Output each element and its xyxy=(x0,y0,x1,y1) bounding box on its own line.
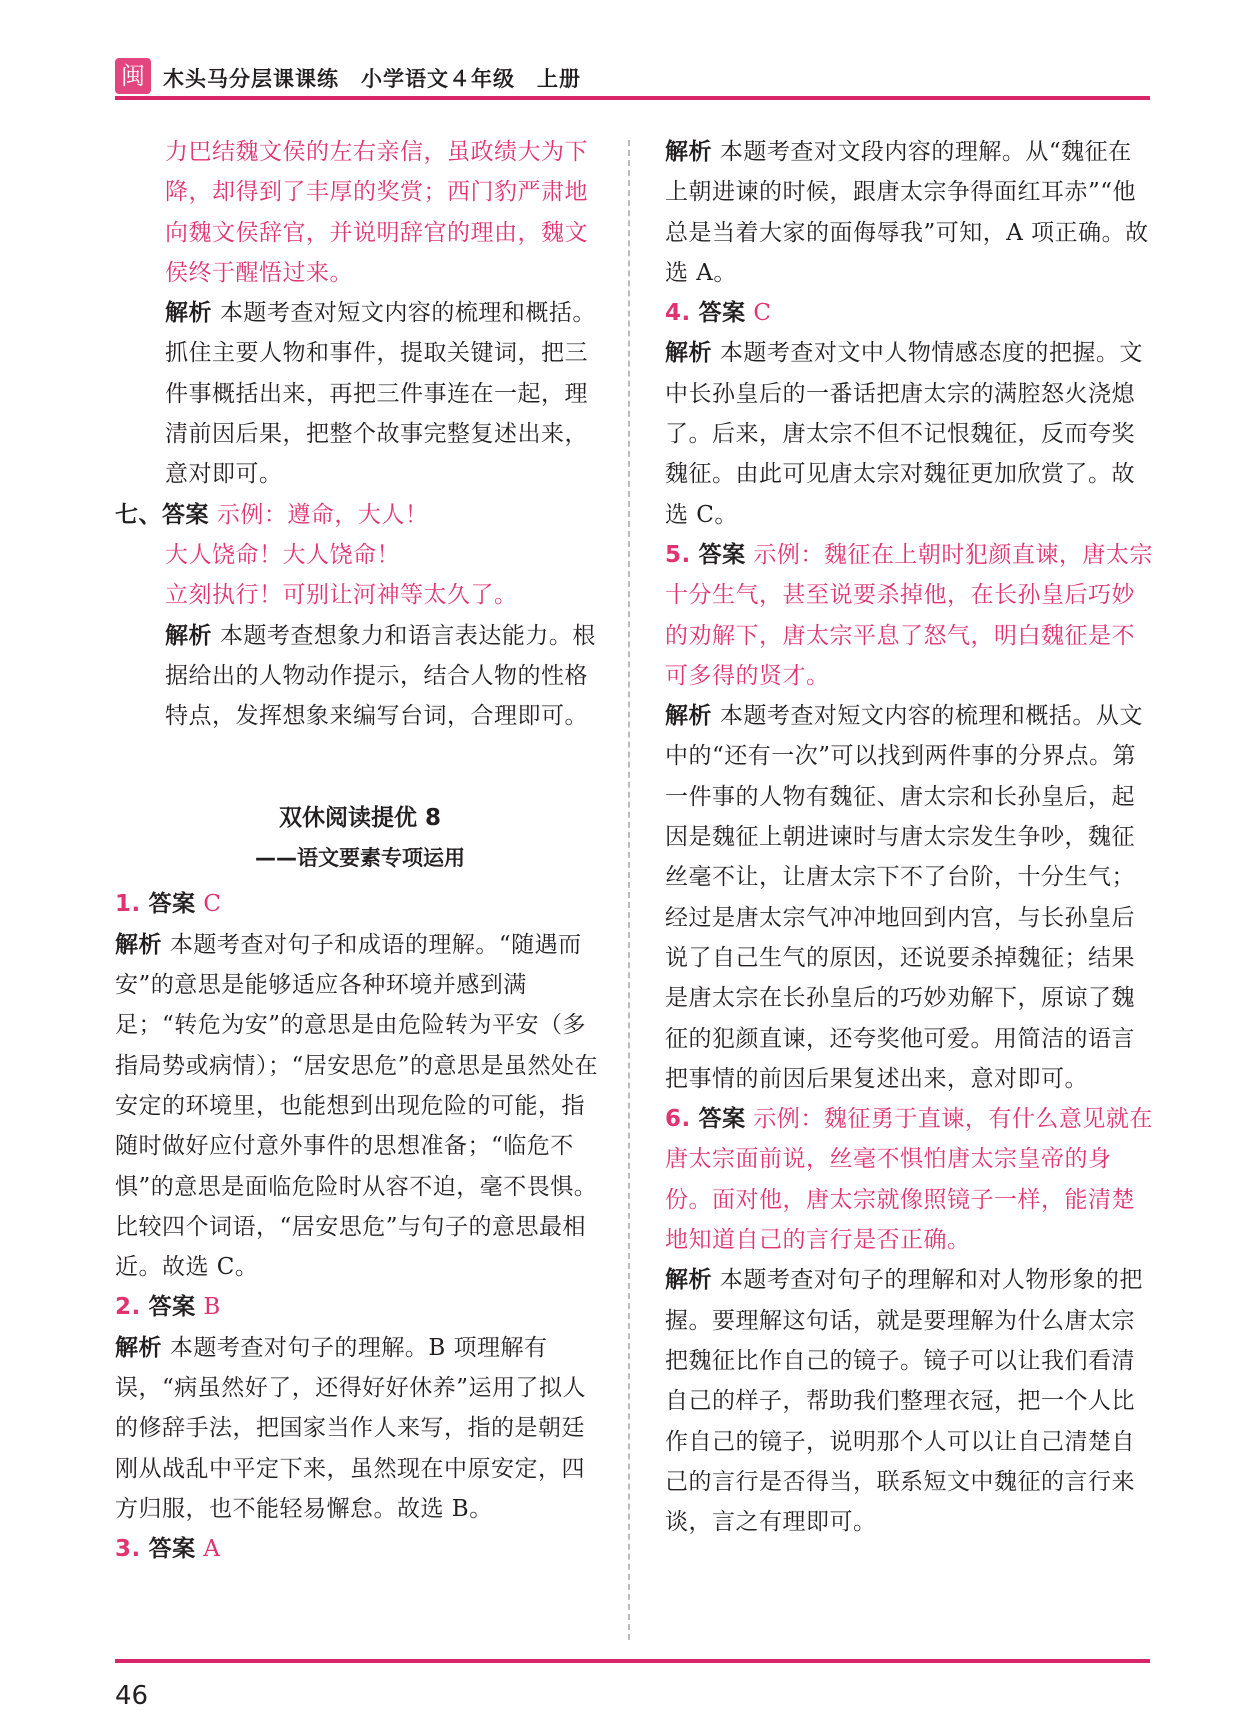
explanation-text: 本题考查对句子和成语的理解。“随遇而安”的意思是能够适应各种环境并感到满足；“转危为安”的意思是由危险转为平安（多指局势或病情）；“居安思危”的意思是虽然处在安定的环境里，也能想到出现危险的可能，指随时做好应付意外事件的思想准备；“临危不惧”的意思是面临危险时从容不迫，毫不畏惧。比较四个词语，“居安思危”与句子的意思最相近。故选 C。 xyxy=(115,931,599,1281)
question-number: 七、 xyxy=(115,501,162,528)
page-header xyxy=(115,55,1150,99)
question-3-answer xyxy=(115,1529,605,1569)
spacer xyxy=(115,736,605,798)
explanation-text: 本题考查对短文内容的梳理和概括。从文中的“还有一次”可以找到两件事的分界点。第一件事的人物有魏征、唐太宗和长孙皇后，起因是魏征上朝进谏时与唐太宗发生争吵，魏征丝毫不让，让唐太宗下不了台阶，十分生气；经过是唐太宗气冲冲地回到内宫，与长孙皇后说了自己生气的原因，还说要杀掉魏征；结果是唐太宗在长孙皇后的巧妙劝解下，原谅了魏征的犯颜直谏，还夸奖他可爱。用简洁的语言把事情的前因后果复述出来，意对即可。 xyxy=(665,703,1143,1092)
explanation-label: 解析 xyxy=(665,139,712,165)
answer-label: 答案 xyxy=(698,1106,746,1133)
explanation xyxy=(115,616,605,737)
explanation xyxy=(665,696,1155,1099)
explanation xyxy=(665,132,1155,293)
section-subtitle: ——语文要素专项运用 xyxy=(255,846,465,871)
question-number: 3. xyxy=(115,1536,141,1563)
footer-rule xyxy=(115,1659,1150,1663)
explanation-label: 解析 xyxy=(665,340,712,367)
explanation-text: 本题考查对文段内容的理解。从“魏征在上朝进谏的时候，跟唐太宗争得面红耳赤”“他总是当着大家的面侮辱我”可知，A 项正确。故选 A。 xyxy=(665,139,1149,286)
question-number: 2. xyxy=(115,1294,141,1321)
publisher-logo: 闽 xyxy=(115,58,151,94)
answer-text: 示例：魏征在上朝时犯颜直谏，唐太宗十分生气，甚至说要杀掉他，在长孙皇后巧妙的劝解下，唐太宗平息了怒气，明白魏征是不可多得的贤才。 xyxy=(665,541,1153,689)
answer-text-line: 大人饶命！大人饶命！ xyxy=(165,541,400,568)
answer-text-line: 立刻执行！可别让河神等太久了。 xyxy=(165,582,518,609)
explanation-text: 本题考查对句子的理解和对人物形象的把握。要理解这句话，就是要理解为什么唐太宗把魏征比作自己的镜子。镜子可以让我们看清自己的样子，帮助我们整理衣冠，把一个人比作自己的镜子，说明那个人可以让自己清楚自己的言行是否得当，联系短文中魏征的言行来谈，言之有理即可。 xyxy=(665,1267,1143,1536)
answer-label: 答案 xyxy=(148,1294,196,1321)
page-number: 46 xyxy=(115,1681,149,1711)
answer-choice: C xyxy=(203,891,222,918)
explanation xyxy=(665,1260,1155,1542)
question-number: 6. xyxy=(665,1106,691,1133)
explanation-label: 解析 xyxy=(165,622,212,649)
column-divider xyxy=(628,140,630,1640)
right-column xyxy=(665,132,1155,1542)
explanation xyxy=(115,925,605,1288)
explanation-label: 解析 xyxy=(165,300,212,327)
section-title: 双休阅读提优 8 xyxy=(278,805,441,832)
answer-label: 答案 xyxy=(162,501,209,528)
header-rule xyxy=(115,96,1150,100)
explanation-text: 本题考查对短文内容的梳理和概括。抓住主要人物和事件，提取关键词，把三件事概括出来，再把三件事连在一起，理清前因后果，把整个故事完整复述出来，意对即可。 xyxy=(165,300,596,488)
question-2-answer xyxy=(115,1287,605,1327)
answer-label: 答案 xyxy=(148,1536,196,1563)
explanation-text: 本题考查对文中人物情感态度的把握。文中长孙皇后的一番话把唐太宗的满腔怒火浇熄了。后来，唐太宗不但不记恨魏征，反而夸奖魏征。由此可见唐太宗对魏征更加欣赏了。故选 C。 xyxy=(665,340,1143,528)
answer-text: 示例：遵命，大人！ xyxy=(216,501,429,528)
answer-text: 力巴结魏文侯的左右亲信，虽政绩大为下降，却得到了丰厚的奖赏；西门豹严肃地向魏文侯辞官，并说明辞官的理由，魏文侯终于醒悟过来。 xyxy=(165,139,588,286)
explanation-label: 解析 xyxy=(665,1267,712,1294)
question-7-answer xyxy=(115,495,605,535)
explanation-text: 本题考查想象力和语言表达能力。根据给出的人物动作提示，结合人物的性格特点，发挥想象来编写台词，合理即可。 xyxy=(165,622,596,730)
question-6-answer xyxy=(665,1099,1155,1260)
explanation-label: 解析 xyxy=(115,931,162,958)
answer-choice: C xyxy=(753,300,772,327)
answer-label: 答案 xyxy=(148,891,196,918)
question-number: 4. xyxy=(665,300,691,327)
book-title: 木头马分层课课练 小学语文４年级 上册 xyxy=(163,66,581,91)
explanation xyxy=(115,1328,605,1529)
answer-choice: B xyxy=(203,1294,221,1321)
explanation-text: 本题考查对句子的理解。B 项理解有误，“病虽然好了，还得好好休养”运用了拟人的修辞手法，把国家当作人来写，指的是朝廷刚从战乱中平定下来，虽然现在中原安定，四方归服，也不能轻易懈怠。故选 B。 xyxy=(115,1334,587,1522)
explanation-label: 解析 xyxy=(665,703,712,730)
question-number: 5. xyxy=(665,541,691,568)
explanation xyxy=(665,333,1155,534)
answer-label: 答案 xyxy=(698,541,746,568)
answer-choice: A xyxy=(203,1536,221,1563)
left-column xyxy=(115,132,605,1570)
question-4-answer xyxy=(665,293,1155,333)
question-5-answer xyxy=(665,535,1155,696)
explanation xyxy=(115,293,605,494)
question-number: 1. xyxy=(115,891,141,918)
explanation-label: 解析 xyxy=(115,1334,162,1361)
question-1-answer xyxy=(115,884,605,924)
answer-text: 示例：魏征勇于直谏，有什么意见就在唐太宗面前说，丝毫不惧怕唐太宗皇帝的身份。面对他，唐太宗就像照镜子一样，能清楚地知道自己的言行是否正确。 xyxy=(665,1106,1153,1254)
answer-label: 答案 xyxy=(698,300,746,327)
